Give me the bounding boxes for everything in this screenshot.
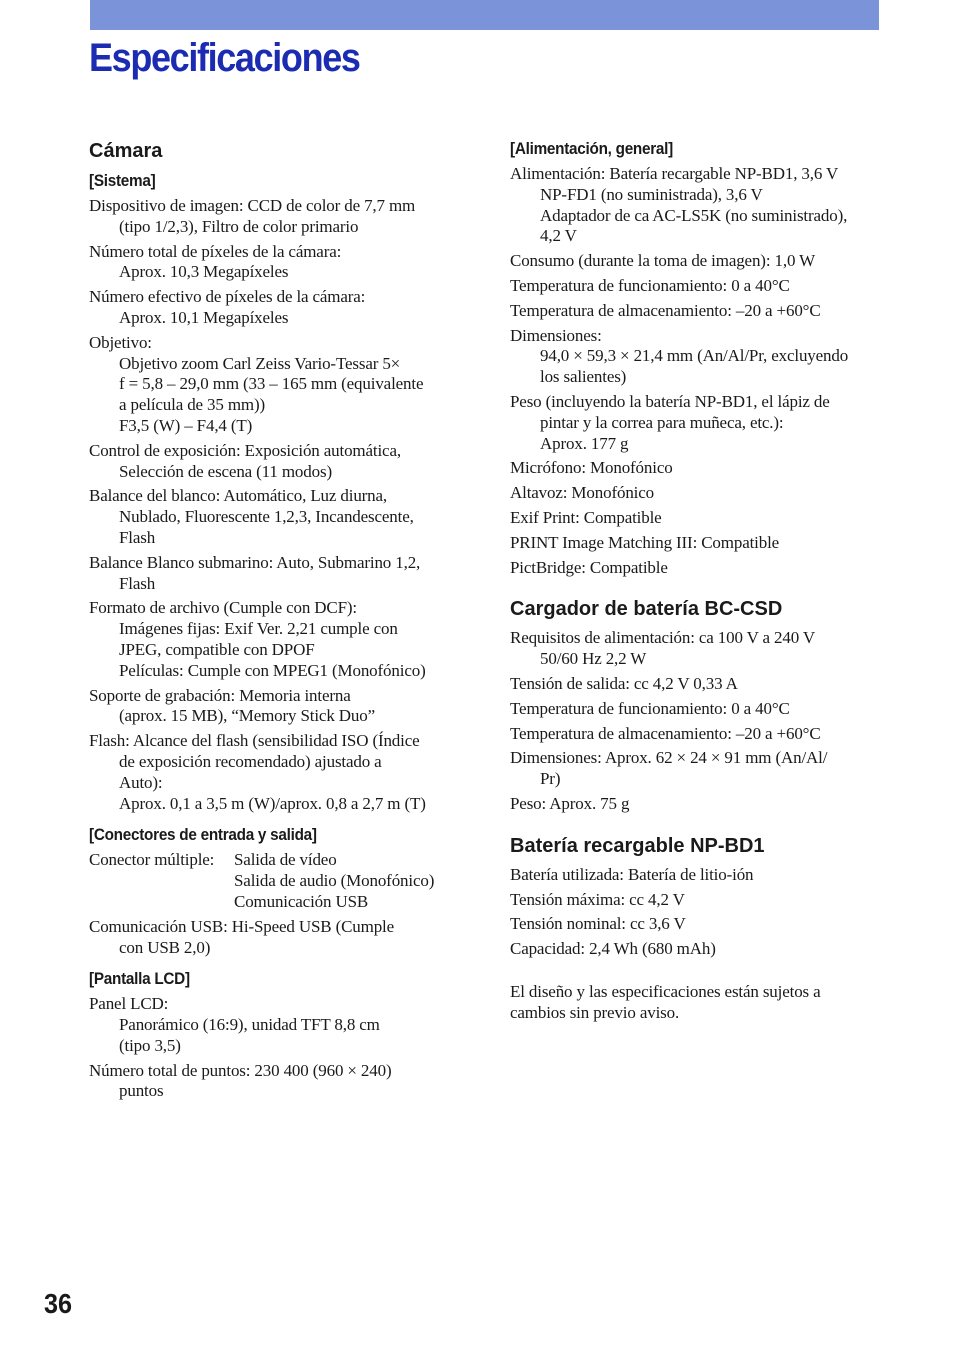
spec-item: [510, 674, 882, 695]
spec-line-first: Formato de archivo (Cumple con DCF):: [89, 598, 357, 618]
spec-line-first: Tensión nominal: cc 3,6 V: [510, 914, 686, 934]
spec-list-conectores: [89, 917, 461, 959]
spec-line-continued: Adaptador de ca AC-LS5K (no suministrado),: [540, 205, 848, 225]
spec-item: [89, 196, 461, 238]
header-bar: [90, 0, 879, 30]
page-title: Especificaciones: [89, 36, 360, 80]
spec-item: [510, 890, 882, 911]
page-number: 36: [44, 1288, 73, 1319]
spec-item: [510, 628, 882, 670]
right-column: [510, 138, 882, 1028]
spec-line-continued: Imágenes fijas: Exif Ver. 2,21 cumple con: [119, 619, 398, 639]
spec-list-sistema: [89, 196, 461, 814]
spec-line-first: Temperatura de almacenamiento: –20 a +60°C: [510, 723, 821, 743]
spec-line-first: Dimensiones:: [510, 325, 602, 345]
spec-item: [89, 553, 461, 595]
spec-item: [89, 598, 461, 681]
spec-line-continued: Pr): [540, 769, 561, 789]
spec-item: [510, 724, 882, 745]
spec-item: [510, 326, 882, 388]
spec-item: [89, 686, 461, 728]
spec-line-continued: pintar y la correa para muñeca, etc.):: [540, 412, 784, 432]
spec-line-first: Control de exposición: Exposición automática,: [89, 440, 401, 460]
spec-line-continued: (aprox. 15 MB), “Memory Stick Duo”: [119, 706, 375, 726]
spec-line-first: Alimentación: Batería recargable NP-BD1, 3,6 V: [510, 164, 839, 183]
spec-line-first: PictBridge: Compatible: [510, 557, 668, 577]
spec-line-first: Tensión máxima: cc 4,2 V: [510, 889, 685, 909]
subsection-title-pantalla: [Pantalla LCD]: [89, 969, 190, 989]
spec-item: [510, 939, 882, 960]
spec-line-continued: (tipo 3,5): [119, 1035, 181, 1055]
spec-line-first: Peso (incluyendo la batería NP-BD1, el lápiz de: [510, 391, 830, 411]
spec-value: Comunicación USB: [234, 891, 369, 911]
spec-line-first: Altavoz: Monofónico: [510, 483, 654, 503]
spec-line-first: Temperatura de funcionamiento: 0 a 40°C: [510, 275, 790, 295]
spec-line-first: Balance Blanco submarino: Auto, Submarino 1,2,: [89, 552, 421, 572]
spec-list-alimentacion: [510, 164, 882, 578]
spec-item: [510, 794, 882, 815]
spec-item: [510, 164, 882, 247]
spec-line-first: Dimensiones: Aprox. 62 × 24 × 91 mm (An/Al/: [510, 748, 828, 768]
spec-line-first: Número total de píxeles de la cámara:: [89, 241, 342, 261]
spec-line-first: Soporte de grabación: Memoria interna: [89, 685, 351, 705]
spec-line-continued: NP-FD1 (no suministrada), 3,6 V: [540, 184, 763, 204]
spec-line-continued: 4,2 V: [540, 226, 577, 246]
spec-item: [89, 1061, 461, 1103]
spec-item: [89, 917, 461, 959]
spec-line-first: Consumo (durante la toma de imagen): 1,0 W: [510, 251, 815, 271]
spec-item: [510, 301, 882, 322]
spec-line-continued: Aprox. 10,3 Megapíxeles: [119, 262, 289, 282]
spec-line-continued: Nublado, Fluorescente 1,2,3, Incandescente,: [119, 507, 414, 527]
spec-line-first: Balance del blanco: Automático, Luz diurna,: [89, 486, 388, 506]
section-title-bateria: Batería recargable NP-BD1: [510, 834, 765, 857]
spec-line-continued: Panorámico (16:9), unidad TFT 8,8 cm: [119, 1015, 380, 1035]
spec-item: [510, 508, 882, 529]
spec-line-first: Tensión de salida: cc 4,2 V 0,33 A: [510, 673, 738, 693]
left-column: [89, 138, 461, 1106]
spec-item: [510, 699, 882, 720]
spec-line-first: Dispositivo de imagen: CCD de color de 7,7 mm: [89, 196, 416, 215]
spec-item: [510, 483, 882, 504]
spec-line-continued: Aprox. 10,1 Megapíxeles: [119, 307, 289, 327]
spec-line-continued: 94,0 × 59,3 × 21,4 mm (An/Al/Pr, excluyendo: [540, 346, 849, 366]
spec-item: [510, 558, 882, 579]
spec-item: [510, 251, 882, 272]
spec-item: [510, 865, 882, 886]
spec-item: [510, 914, 882, 935]
spec-item: [89, 287, 461, 329]
note-line: El diseño y las especificaciones están sujetos a: [510, 981, 821, 1001]
spec-line-continued: f = 5,8 – 29,0 mm (33 – 165 mm (equivalente: [119, 374, 424, 394]
spec-line-continued: a película de 35 mm)): [119, 395, 266, 415]
spec-line: [89, 871, 461, 892]
spec-line-continued: JPEG, compatible con DPOF: [119, 639, 315, 659]
spec-line-first: Número total de puntos: 230 400 (960 × 240): [89, 1060, 392, 1080]
spec-line-continued: F3,5 (W) – F4,4 (T): [119, 415, 253, 435]
note-line: cambios sin previo aviso.: [510, 1002, 680, 1022]
spec-item: [510, 748, 882, 790]
spec-line-first: Peso: Aprox. 75 g: [510, 793, 630, 813]
spec-list-cargador: [510, 628, 882, 814]
spec-value: Salida de audio (Monofónico): [234, 871, 435, 891]
spec-line-continued: Aprox. 177 g: [540, 433, 629, 453]
spec-line-first: Micrófono: Monofónico: [510, 458, 673, 478]
spec-item-conector-multiple: [89, 850, 461, 912]
spec-item: [510, 533, 882, 554]
spec-line-continued: Selección de escena (11 modos): [119, 461, 332, 481]
spec-line-first: Objetivo:: [89, 332, 152, 352]
spec-list-pantalla: [89, 994, 461, 1102]
spec-line-continued: con USB 2,0): [119, 937, 211, 957]
subsection-title-alimentacion: [Alimentación, general]: [510, 139, 673, 158]
spec-line-first: Número efectivo de píxeles de la cámara:: [89, 287, 366, 307]
spec-line-first: Exif Print: Compatible: [510, 507, 662, 527]
spec-item: [510, 276, 882, 297]
spec-line-first: Batería utilizada: Batería de litio-ión: [510, 864, 754, 884]
spec-line-first: Panel LCD:: [89, 994, 169, 1014]
spec-line-continued: Flash: [119, 573, 156, 593]
subsection-title-sistema: [Sistema]: [89, 171, 156, 190]
spec-line: [89, 892, 461, 913]
spec-line: [89, 850, 461, 871]
spec-line-continued: Flash: [119, 527, 156, 547]
spec-line-first: Flash: Alcance del flash (sensibilidad ISO (Índice: [89, 731, 420, 751]
spec-item: [89, 994, 461, 1056]
spec-item: [89, 242, 461, 284]
section-title-cargador: Cargador de batería BC-CSD: [510, 598, 783, 621]
spec-list-bateria: [510, 865, 882, 960]
spec-line-first: Temperatura de almacenamiento: –20 a +60°C: [510, 300, 821, 320]
spec-line-continued: puntos: [119, 1081, 164, 1101]
spec-line-first: Temperatura de funcionamiento: 0 a 40°C: [510, 698, 790, 718]
spec-line-continued: los salientes): [540, 367, 627, 387]
spec-item: [89, 333, 461, 437]
spec-line-first: Comunicación USB: Hi-Speed USB (Cumple: [89, 916, 395, 936]
spec-line-continued: Aprox. 0,1 a 3,5 m (W)/aprox. 0,8 a 2,7 m (T): [119, 793, 426, 813]
spec-line-continued: Objetivo zoom Carl Zeiss Vario-Tessar 5×: [119, 353, 401, 373]
spec-label: Conector múltiple:: [89, 850, 215, 870]
spec-item: [510, 392, 882, 454]
spec-line-continued: (tipo 1/2,3), Filtro de color primario: [119, 216, 359, 236]
spec-item: [89, 441, 461, 483]
spec-line-first: Capacidad: 2,4 Wh (680 mAh): [510, 939, 716, 959]
spec-line-continued: Auto):: [119, 772, 163, 792]
spec-line-first: PRINT Image Matching III: Compatible: [510, 532, 780, 552]
spec-item: [510, 458, 882, 479]
spec-line-continued: Películas: Cumple con MPEG1 (Monofónico): [119, 660, 426, 680]
note-paragraph: [510, 982, 882, 1024]
spec-item: [89, 731, 461, 814]
spec-value: Salida de vídeo: [234, 850, 337, 870]
spec-line-first: Requisitos de alimentación: ca 100 V a 240 V: [510, 628, 816, 648]
spec-item: [89, 486, 461, 548]
subsection-title-conectores: [Conectores de entrada y salida]: [89, 825, 317, 845]
section-title-camara: Cámara: [89, 140, 163, 162]
spec-line-continued: 50/60 Hz 2,2 W: [540, 649, 647, 669]
spec-line-continued: de exposición recomendado) ajustado a: [119, 751, 382, 771]
